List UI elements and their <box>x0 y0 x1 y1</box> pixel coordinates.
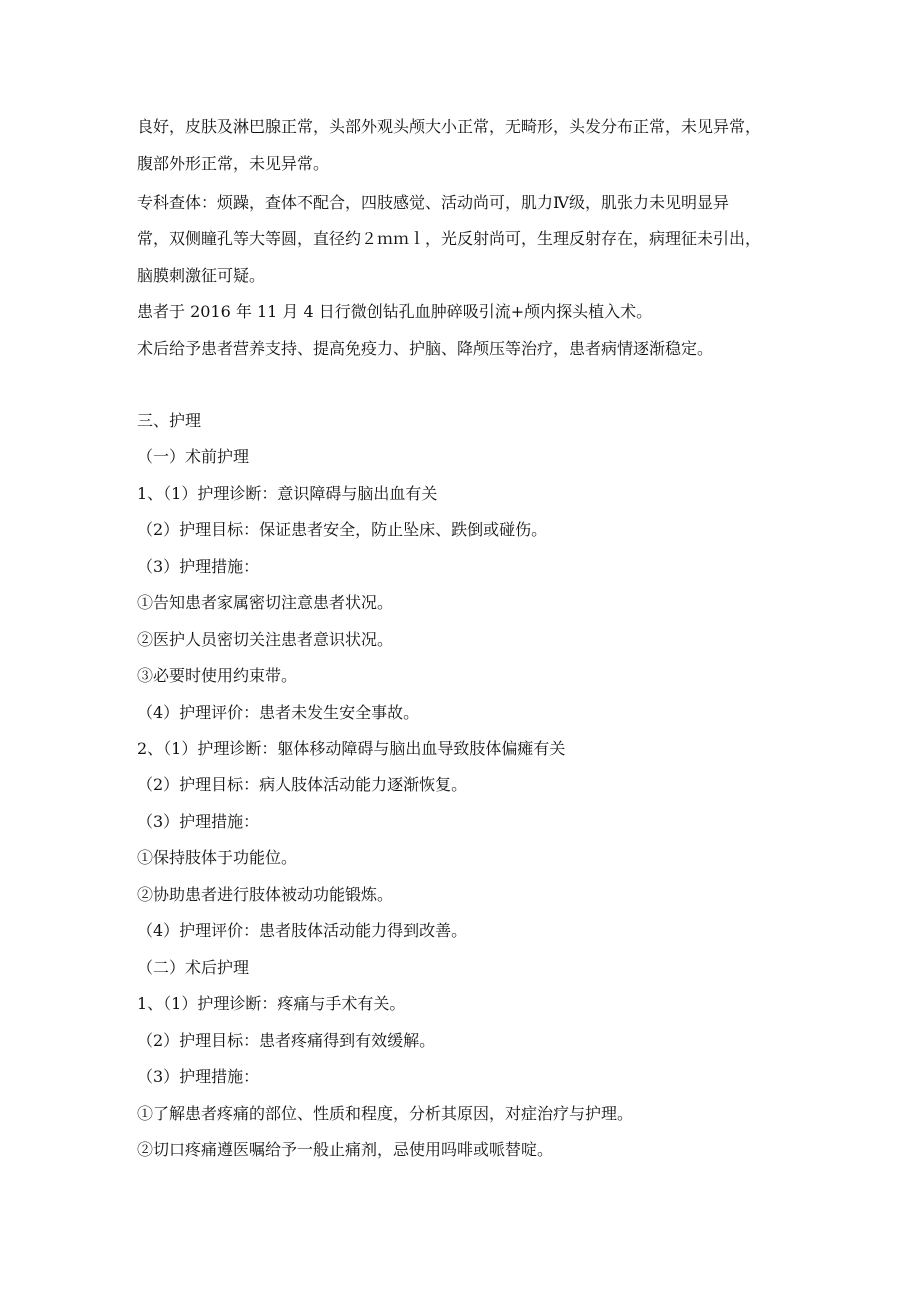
text-line: （3）护理措施： <box>137 1067 260 1086</box>
text-line: 2、（1）护理诊断：躯体移动障碍与脑出血导致肢体偏瘫有关 <box>137 739 566 758</box>
section-heading: 三、护理 <box>137 411 202 430</box>
text-line: （4）护理评价：患者肢体活动能力得到改善。 <box>137 921 468 940</box>
text-line: 专科查体：烦躁，查体不配合，四肢感觉、活动尚可，肌力Ⅳ级，肌张力未见明显异 <box>137 193 729 212</box>
text-line: ②医护人员密切关注患者意识状况。 <box>137 630 394 649</box>
text-line: （4）护理评价：患者未发生安全事故。 <box>137 703 420 722</box>
text-line: 1、（1）护理诊断：疼痛与手术有关。 <box>137 994 406 1013</box>
text-line: ②切口疼痛遵医嘱给予一般止痛剂，忌使用吗啡或哌替啶。 <box>137 1140 554 1159</box>
text-line: 常，双侧瞳孔等大等圆，直径约２ｍｍｌ，光反射尚可，生理反射存在，病理征未引出， <box>137 229 762 248</box>
text-line: （2）护理目标：病人肢体活动能力逐渐恢复。 <box>137 775 468 794</box>
text-line: ①保持肢体于功能位。 <box>137 848 298 867</box>
text-line: 脑膜刺激征可疑。 <box>137 266 266 285</box>
text-line: （2）护理目标：患者疼痛得到有效缓解。 <box>137 1031 436 1050</box>
subsection-heading: （二）术后护理 <box>137 958 250 977</box>
text-line: ①告知患者家属密切注意患者状况。 <box>137 593 394 612</box>
text-line: 良好，皮肤及淋巴腺正常，头部外观头颅大小正常，无畸形，头发分布正常，未见异常， <box>137 117 762 136</box>
text-line: ①了解患者疼痛的部位、性质和程度，分析其原因，对症治疗与护理。 <box>137 1104 634 1123</box>
subsection-heading: （一）术前护理 <box>137 447 250 466</box>
text-line: 腹部外形正常，未见异常。 <box>137 154 330 173</box>
text-line: （2）护理目标：保证患者安全，防止坠床、跌倒或碰伤。 <box>137 520 548 539</box>
text-line: ③必要时使用约束带。 <box>137 666 298 685</box>
text-line: 术后给予患者营养支持、提高免疫力、护脑、降颅压等治疗，患者病情逐渐稳定。 <box>137 339 714 358</box>
text-line: 1、（1）护理诊断：意识障碍与脑出血有关 <box>137 484 438 503</box>
text-line: （3）护理措施： <box>137 812 260 831</box>
text-line: （3）护理措施： <box>137 557 260 576</box>
text-line: 患者于 2016 年 11 月 4 日行微创钻孔血肿碎吸引流+颅内探头植入术。 <box>137 302 653 321</box>
text-line: ②协助患者进行肢体被动功能锻炼。 <box>137 885 394 904</box>
